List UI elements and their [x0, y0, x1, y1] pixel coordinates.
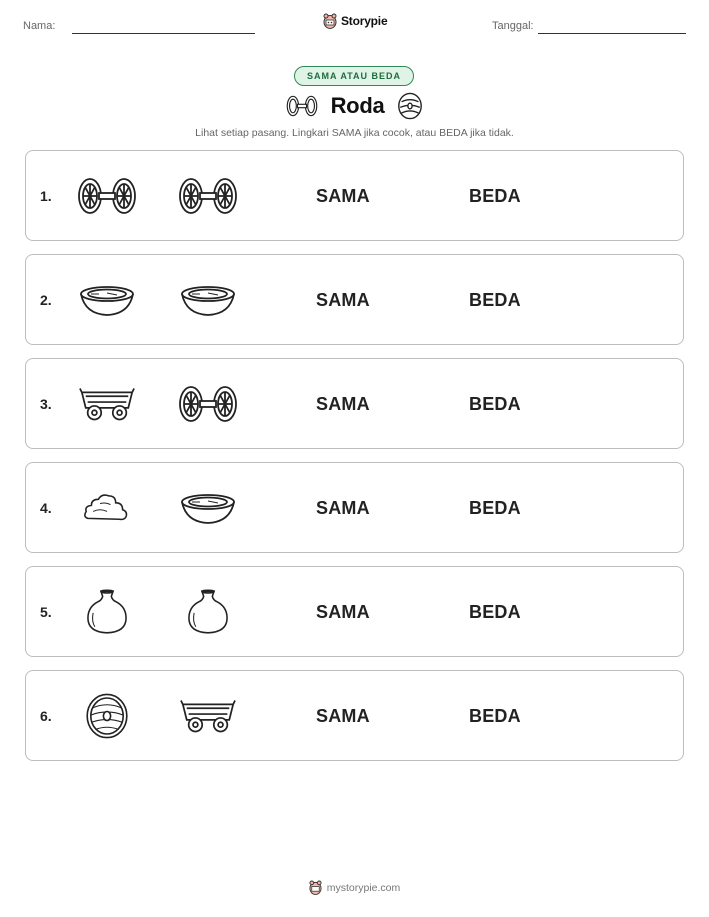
cart-icon [177, 689, 239, 743]
same-option[interactable]: SAMA [316, 290, 370, 310]
vase-icon [76, 585, 138, 639]
question-number: 2. [40, 292, 52, 308]
question-number: 1. [40, 188, 52, 204]
storypie-mascot-icon [323, 13, 337, 29]
same-option[interactable]: SAMA [316, 498, 370, 518]
axle-wheels-icon [285, 94, 319, 118]
question-number: 5. [40, 604, 52, 620]
axle-wheels-icon [76, 169, 138, 223]
question-row-3 [25, 358, 684, 449]
same-option[interactable]: SAMA [316, 186, 370, 206]
bowl-icon [76, 273, 138, 327]
vase-icon [177, 585, 239, 639]
same-option[interactable]: SAMA [316, 602, 370, 622]
footer-site-link[interactable]: mystorypie.com [326, 881, 401, 894]
different-option[interactable]: BEDA [469, 706, 521, 726]
wooden-wheel-icon [396, 92, 424, 120]
date-label: Tanggal: [492, 20, 534, 32]
same-option[interactable]: SAMA [316, 394, 370, 414]
storypie-mascot-icon [309, 880, 322, 895]
date-line[interactable] [538, 33, 686, 34]
question-row-2 [25, 254, 684, 345]
page-title: Roda [330, 93, 385, 118]
footer [0, 880, 709, 895]
worksheet-type-badge: SAMA ATAU BEDA [294, 66, 414, 86]
question-row-5 [25, 566, 684, 657]
question-number: 3. [40, 396, 52, 412]
question-number: 6. [40, 708, 52, 724]
question-row-4 [25, 462, 684, 553]
different-option[interactable]: BEDA [469, 394, 521, 414]
wooden-wheel-icon [76, 689, 138, 743]
question-row-6 [25, 670, 684, 761]
bowl-icon [177, 481, 239, 535]
instructions-text: Lihat setiap pasang. Lingkari SAMA jika cocok, atau BEDA jika tidak. [195, 127, 514, 139]
question-row-1 [25, 150, 684, 241]
name-label: Nama: [23, 20, 56, 32]
brand-name: Storypie [341, 14, 388, 28]
question-number: 4. [40, 500, 52, 516]
different-option[interactable]: BEDA [469, 498, 521, 518]
axle-wheels-icon [177, 169, 239, 223]
brand-logo [323, 13, 387, 29]
cart-icon [76, 377, 138, 431]
same-option[interactable]: SAMA [316, 706, 370, 726]
axle-wheels-icon [177, 377, 239, 431]
bowl-icon [177, 273, 239, 327]
different-option[interactable]: BEDA [469, 186, 521, 206]
name-line[interactable] [72, 33, 255, 34]
different-option[interactable]: BEDA [469, 602, 521, 622]
different-option[interactable]: BEDA [469, 290, 521, 310]
dough-icon [76, 481, 138, 535]
